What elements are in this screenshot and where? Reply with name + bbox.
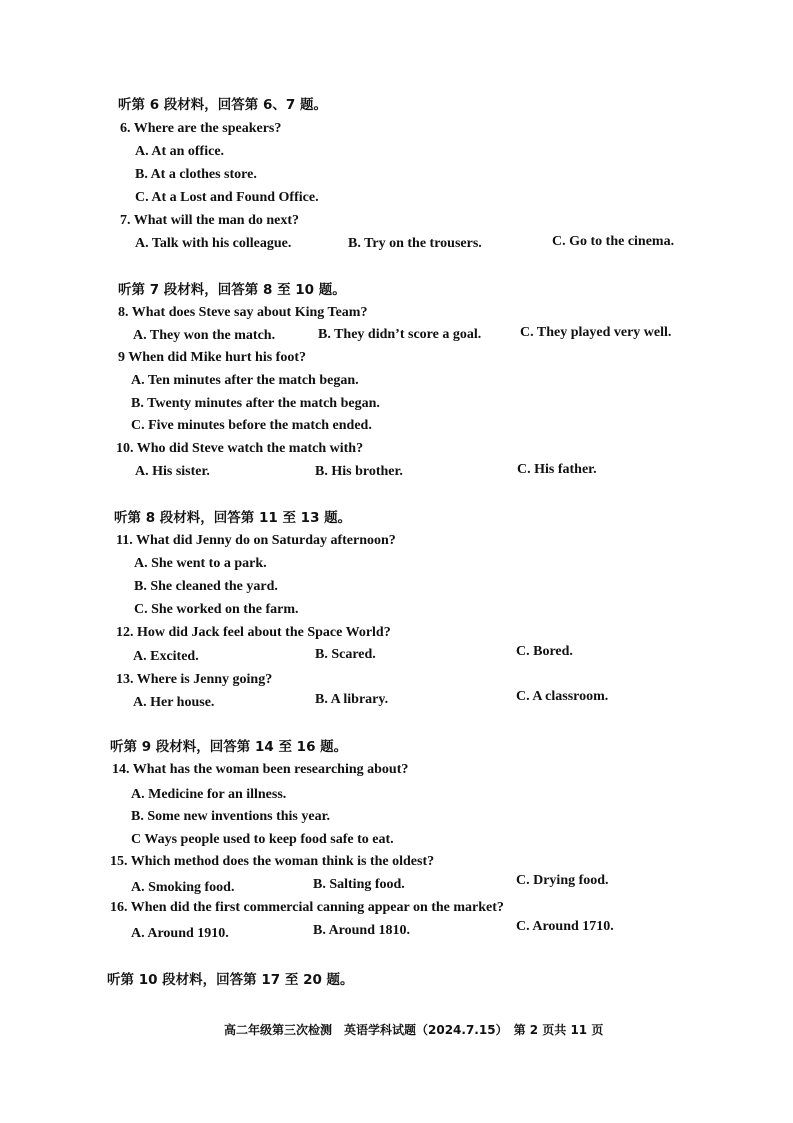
option-c: C. Go to the cinema. <box>552 234 675 249</box>
option-c: C. Five minutes before the match ended. <box>131 418 372 433</box>
question-text: 6. Where are the speakers? <box>120 121 282 136</box>
option-b: B. She cleaned the yard. <box>134 579 278 594</box>
section-header: 听第 10 段材料，回答第 17 至 20 题。 <box>107 972 354 988</box>
option-c: C. She worked on the farm. <box>134 602 299 617</box>
question-text: 10. Who did Steve watch the match with? <box>116 441 364 456</box>
option-c: C Ways people used to keep food safe to eat. <box>131 832 394 847</box>
option-b: B. Some new inventions this year. <box>131 809 331 824</box>
question-text: 8. What does Steve say about King Team? <box>118 305 368 320</box>
page-footer: 高二年级第三次检测 英语学科试题（2024.7.15） 第 2 页共 11 页 <box>224 1023 604 1037</box>
question-text: 11. What did Jenny do on Saturday afternoon? <box>116 533 396 548</box>
option-a: A. Around 1910. <box>131 926 229 941</box>
option-c: C. Around 1710. <box>516 919 614 934</box>
section-header: 听第 8 段材料，回答第 11 至 13 题。 <box>114 510 352 526</box>
question-text: 16. When did the first commercial canning appear on the market? <box>110 900 504 915</box>
question-text: 9 When did Mike hurt his foot? <box>118 350 306 365</box>
option-b: B. A library. <box>315 692 389 707</box>
option-b: B. Around 1810. <box>313 923 410 938</box>
option-b: B. His brother. <box>315 464 403 479</box>
question-text: 14. What has the woman been researching about? <box>112 762 409 777</box>
section-header: 听第 9 段材料，回答第 14 至 16 题。 <box>110 739 348 755</box>
option-c: C. They played very well. <box>520 325 672 340</box>
option-b: B. Try on the trousers. <box>348 236 482 251</box>
option-c: C. At a Lost and Found Office. <box>135 190 319 205</box>
option-a: A. Talk with his colleague. <box>135 236 292 251</box>
section-header: 听第 7 段材料，回答第 8 至 10 题。 <box>118 282 346 298</box>
section-header: 听第 6 段材料，回答第 6、7 题。 <box>118 97 327 113</box>
option-b: B. They didn’t score a goal. <box>318 327 482 342</box>
option-b: B. Salting food. <box>313 877 405 892</box>
option-a: A. Smoking food. <box>131 880 235 895</box>
option-b: B. Scared. <box>315 647 376 662</box>
option-a: A. His sister. <box>135 464 210 479</box>
option-a: A. Excited. <box>133 649 199 664</box>
option-c: C. Drying food. <box>516 873 609 888</box>
option-a: A. They won the match. <box>133 328 276 343</box>
question-text: 7. What will the man do next? <box>120 213 300 228</box>
option-a: A. She went to a park. <box>134 556 267 571</box>
option-b: B. At a clothes store. <box>135 167 257 182</box>
option-c: C. A classroom. <box>516 689 609 704</box>
question-text: 15. Which method does the woman think is the oldest? <box>110 854 435 869</box>
question-text: 12. How did Jack feel about the Space World? <box>116 625 391 640</box>
question-text: 13. Where is Jenny going? <box>116 672 273 687</box>
option-a: A. Ten minutes after the match began. <box>131 373 359 388</box>
option-c: C. His father. <box>517 462 597 477</box>
option-b: B. Twenty minutes after the match began. <box>131 396 380 411</box>
option-a: A. At an office. <box>135 144 225 159</box>
option-a: A. Medicine for an illness. <box>131 787 287 802</box>
option-a: A. Her house. <box>133 695 215 710</box>
option-c: C. Bored. <box>516 644 573 659</box>
